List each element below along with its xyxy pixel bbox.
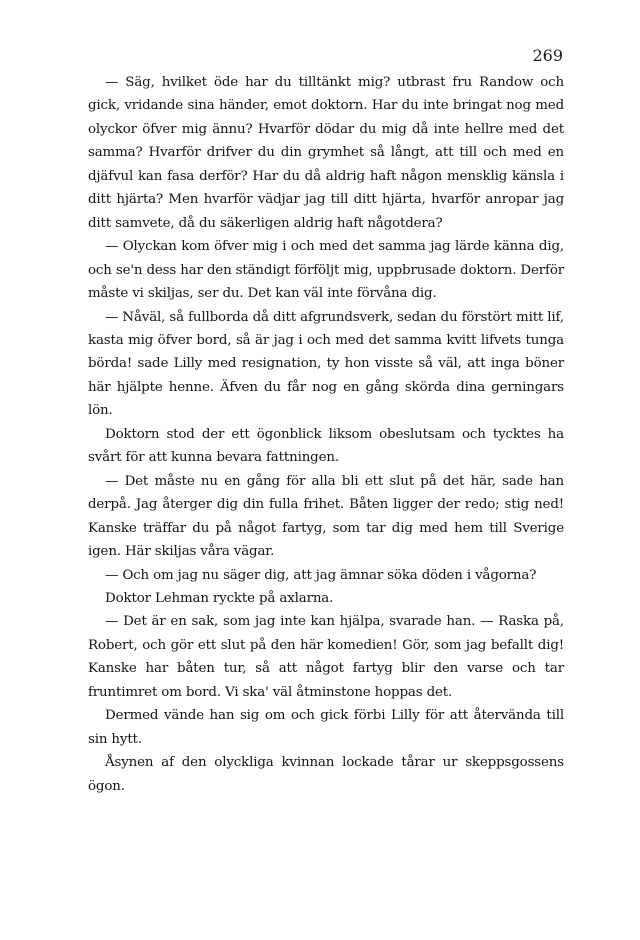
paragraph: Doktor Lehman ryckte på axlarna. bbox=[105, 590, 334, 606]
paragraph: — Olyckan kom öfver mig i och med det samma jag lärde känna dig, och se'n dess har den ständigt förföljt mig, uppbrusade doktorn. Derför måste vi skiljas, ser du. Det kan väl inte förvåna dig. bbox=[88, 239, 564, 302]
paragraph: Dermed vände han sig om och gick förbi Lilly för att återvända till sin hytt. bbox=[88, 708, 564, 747]
paragraph: Åsynen af den olyckliga kvinnan lockade tårar ur skeppsgossens ögon. bbox=[88, 755, 564, 794]
paragraph: Doktorn stod der ett ögonblick liksom obeslutsam och tycktes ha svårt för att kunna bevara fattningen. bbox=[88, 426, 564, 466]
paragraph: — Och om jag nu säger dig, att jag ämnar söka döden i vågorna? bbox=[105, 567, 537, 583]
page-number: 269 bbox=[532, 46, 563, 65]
paragraph: — Nåväl, så fullborda då ditt afgrundsverk, sedan du förstört mitt lif, kasta mig öfver bord, så är jag i och med det samma kvitt lifvets tunga börda! sade Lilly med resignation, ty hon visste så väl, att inga böner här hjälpte henne. Äfven du får nog en gång skörda dina gerningars lön. bbox=[88, 309, 564, 419]
paragraph: — Säg, hvilket öde har du tilltänkt mig? utbrast fru Randow och gick, vridande sina händer, emot doktorn. Har du inte bringat nog med olyckor öfver mig ännu? Hvarför dödar du mig då inte hellre med det samma? Hvarför drifver du din grymhet så långt, att till och med en djäfvul kan fasa derför? Har du då aldrig haft någon mensklig känsla i ditt hjärta? Men hvarför vädjar jag till ditt hjärta, hvarför anropar jag ditt samvete, då du säkerligen aldrig haft någotdera? bbox=[88, 75, 564, 231]
body-text bbox=[88, 71, 564, 798]
paragraph: — Det är en sak, som jag inte kan hjälpa, svarade han. — Raska på, Robert, och gör ett slut på den här komedien! Gör, som jag befallt dig! Kanske har båten tur, så att något fartyg blir den varse och tar fruntimret om bord. Vi ska' väl åtminstone hoppas det. bbox=[88, 614, 564, 700]
paragraph: — Det måste nu en gång för alla bli ett slut på det här, sade han derpå. Jag återger dig din fulla frihet. Båten ligger der redo; stig ned! Kanske träffar du på något fartyg, som tar dig med hem till Sverige igen. Här skiljas våra vägar. bbox=[88, 473, 564, 560]
